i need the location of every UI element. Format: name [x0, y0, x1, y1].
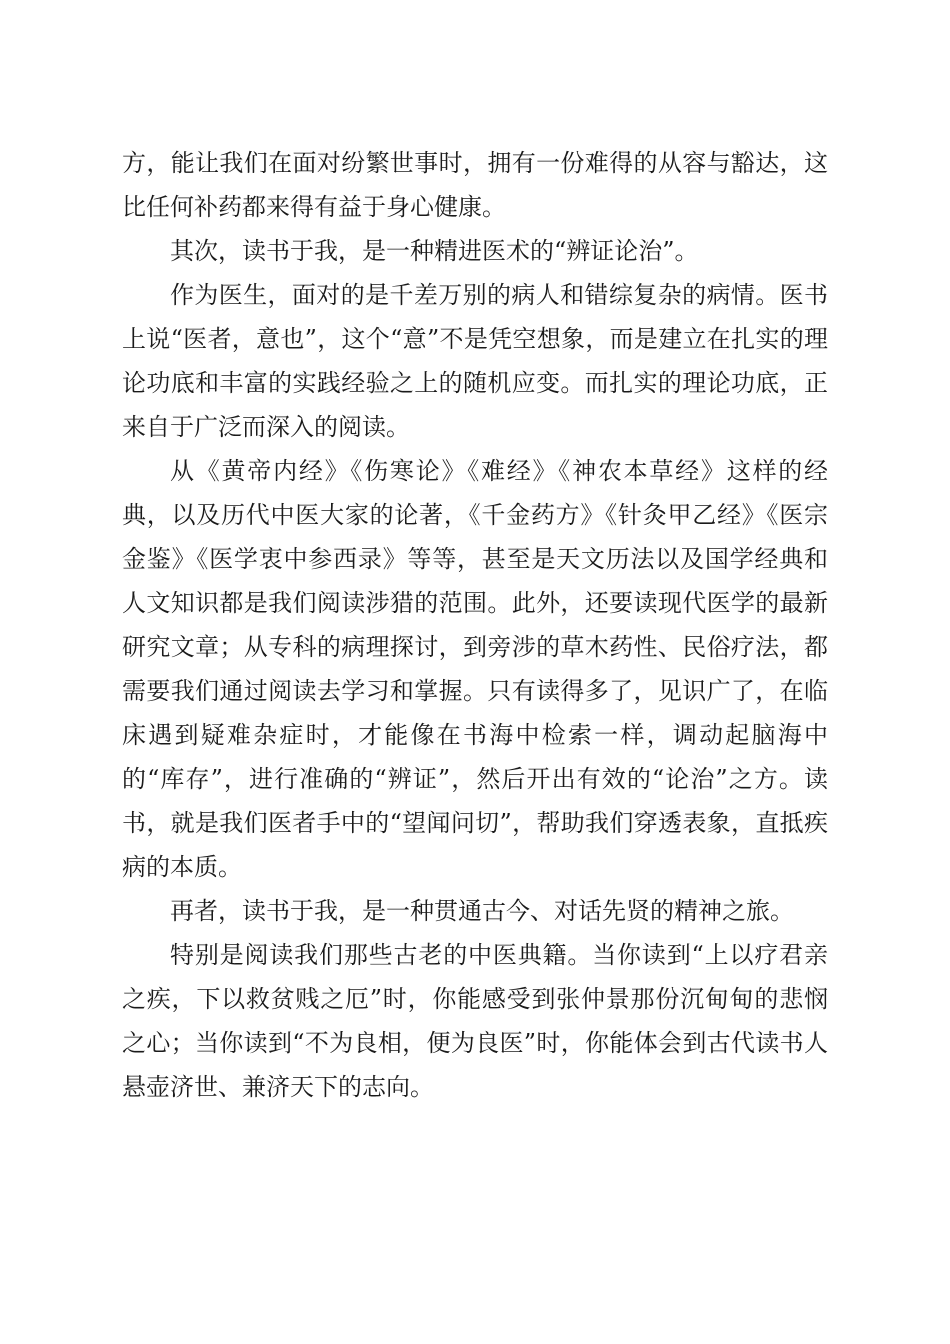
document-body [122, 141, 828, 1109]
paragraph-doctor: 作为医生，面对的是千差万别的病人和错综复杂的病情。医书上说“医者，意也”，这个“意”不是凭空想象，而是建立在扎实的理论功底和丰富的实践经验之上的随机应变。而扎实的理论功底，正来自于广泛而深入的阅读。 [122, 281, 828, 441]
paragraph-classics: 从《黄帝内经》《伤寒论》《难经》《神农本草经》这样的经典，以及历代中医大家的论著，《千金药方》《针灸甲乙经》《医宗金鉴》《医学衷中参西录》等等，甚至是天文历法以及国学经典和人文知识都是我们阅读涉猎的范围。此外，还要读现代医学的最新研究文章；从专科的病理探讨，到旁涉的草木药性、民俗疗法，都需要我们通过阅读去学习和掌握。只有读得多了，见识广了，在临床遇到疑难杂症时，才能像在书海中检索一样，调动起脑海中的“库存”，进行准确的“辨证”，然后开出有效的“论治”之方。读书，就是我们医者手中的“望闻问切”，帮助我们穿透表象，直抵疾病的本质。 [122, 457, 828, 881]
paragraph-continuation: 方，能让我们在面对纷繁世事时，拥有一份难得的从容与豁达，这比任何补药都来得有益于身心健康。 [122, 149, 828, 221]
paragraph-ancient-texts: 特别是阅读我们那些古老的中医典籍。当你读到“上以疗君亲之疾，下以救贫贱之厄”时，你能感受到张仲景那份沉甸甸的悲悯之心；当你读到“不为良相，便为良医”时，你能体会到古代读书人悬壶济世、兼济天下的志向。 [122, 941, 828, 1101]
paragraph-second-heading: 其次，读书于我，是一种精进医术的“辨证论治”。 [170, 237, 699, 265]
paragraph-third-heading: 再者，读书于我，是一种贯通古今、对话先贤的精神之旅。 [170, 897, 794, 925]
